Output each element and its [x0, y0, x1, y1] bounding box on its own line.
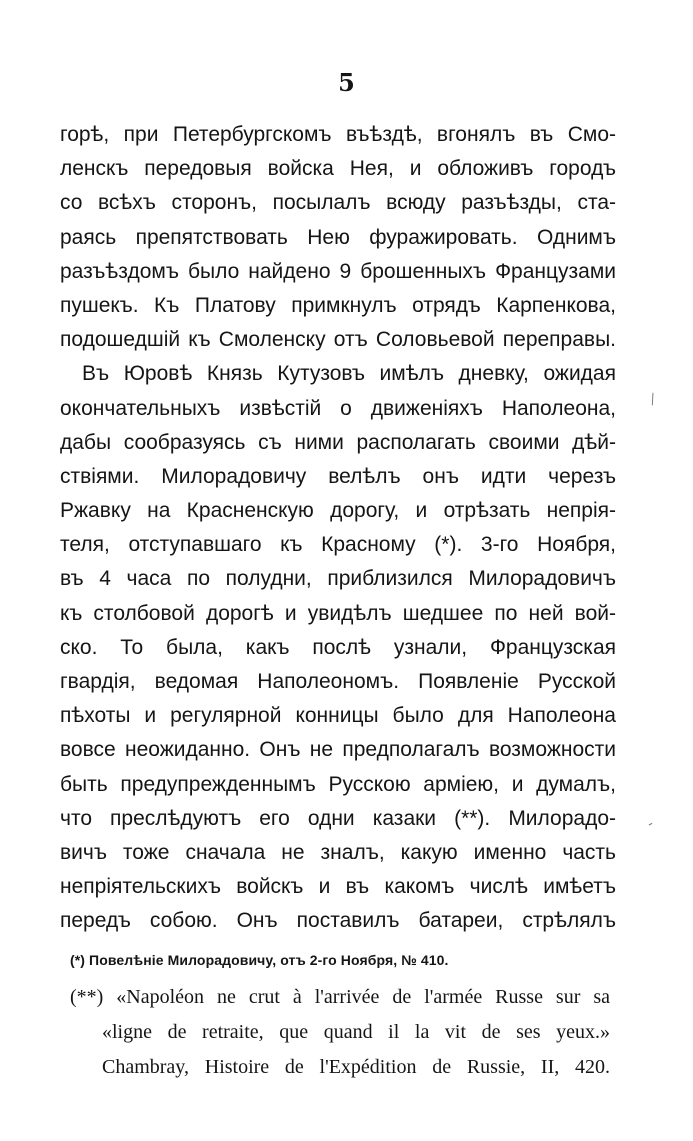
text-line: ствіями. Милорадовичу велѣлъ онъ идти черезъ — [60, 464, 616, 488]
text-line: быть предупрежденнымъ Русскою арміею, и думалъ, — [60, 772, 616, 796]
footnotes — [70, 946, 610, 1085]
text-line: Въ Юровѣ Князь Кутузовъ имѣлъ дневку, ожидая — [82, 362, 616, 386]
text-line: разъѣздомъ было найдено 9 брошенныхъ Французами — [60, 259, 616, 283]
text-line: вовсе неожиданно. Онъ не предполагалъ возможности — [60, 738, 616, 762]
page-number: 5 — [338, 68, 355, 97]
text-line: горѣ, при Петербургскомъ въѣздѣ, вгонялъ въ Смо- — [60, 123, 616, 146]
footnote-2 — [70, 980, 610, 1085]
text-line: гвардія, ведомая Наполеономъ. Появленіе Русской — [60, 670, 616, 693]
text-line: пѣхоты и регулярной конницы было для Наполеона — [60, 704, 616, 728]
text-line: Ржавку на Красненскую дорогу, и отрѣзать непрія- — [60, 499, 616, 523]
text-line: вичъ тоже сначала не зналъ, какую именно часть — [60, 840, 616, 864]
footnote-2-line: (**) «Napoléon ne crut à l'arrivée de l'armée Russe sur sa — [70, 986, 610, 1008]
text-line: подошедшій къ Смоленску отъ Соловьевой переправы. — [60, 328, 616, 352]
footnote-2-line: «ligne de retraite, que quand il la vit de ses yeux.» — [102, 1021, 610, 1043]
text-line: непріятельскихъ войскъ и въ какомъ числѣ имѣетъ — [60, 875, 616, 899]
text-line: ско. То была, какъ послѣ узнали, Французская — [60, 635, 616, 659]
text-line: что преслѣдуютъ его одни казаки (**). Милорадо- — [60, 806, 616, 830]
text-line: окончательныхъ извѣстій о движеніяхъ Наполеона, — [60, 396, 616, 420]
text-line: дабы сообразуясь съ ними располагать своими дѣй- — [60, 430, 616, 454]
main-text — [60, 118, 616, 939]
margin-pencil-mark: ⁄ — [648, 392, 658, 408]
text-line: раясь препятствовать Нею фуражировать. Однимъ — [60, 225, 616, 249]
text-line: ленскъ передовыя войска Нея, и обложивъ городъ — [60, 157, 616, 181]
text-line: къ столбовой дорогѣ и увидѣлъ шедшее по ней вой- — [60, 601, 616, 625]
text-line: пушекъ. Къ Платову примкнулъ отрядъ Карпенкова, — [60, 293, 616, 317]
text-line: передъ собою. Онъ поставилъ батареи, стрѣлялъ — [60, 909, 616, 933]
footnote-2-line: Chambray, Histoire de l'Expédition de Russie, II, 420. — [102, 1056, 610, 1078]
text-line: теля, отступавшаго къ Красному (*). 3-го Ноября, — [60, 533, 616, 557]
text-line: въ 4 часа по полудни, приблизился Милорадовичъ — [60, 567, 616, 591]
text-line: со всѣхъ сторонъ, посылалъ всюду разъѣзды, ста- — [60, 191, 616, 215]
margin-pencil-mark: ‐ — [644, 815, 657, 833]
footnote-1: (*) Повелѣніе Милорадовичу, отъ 2-го Ноября, № 410. — [70, 952, 449, 968]
